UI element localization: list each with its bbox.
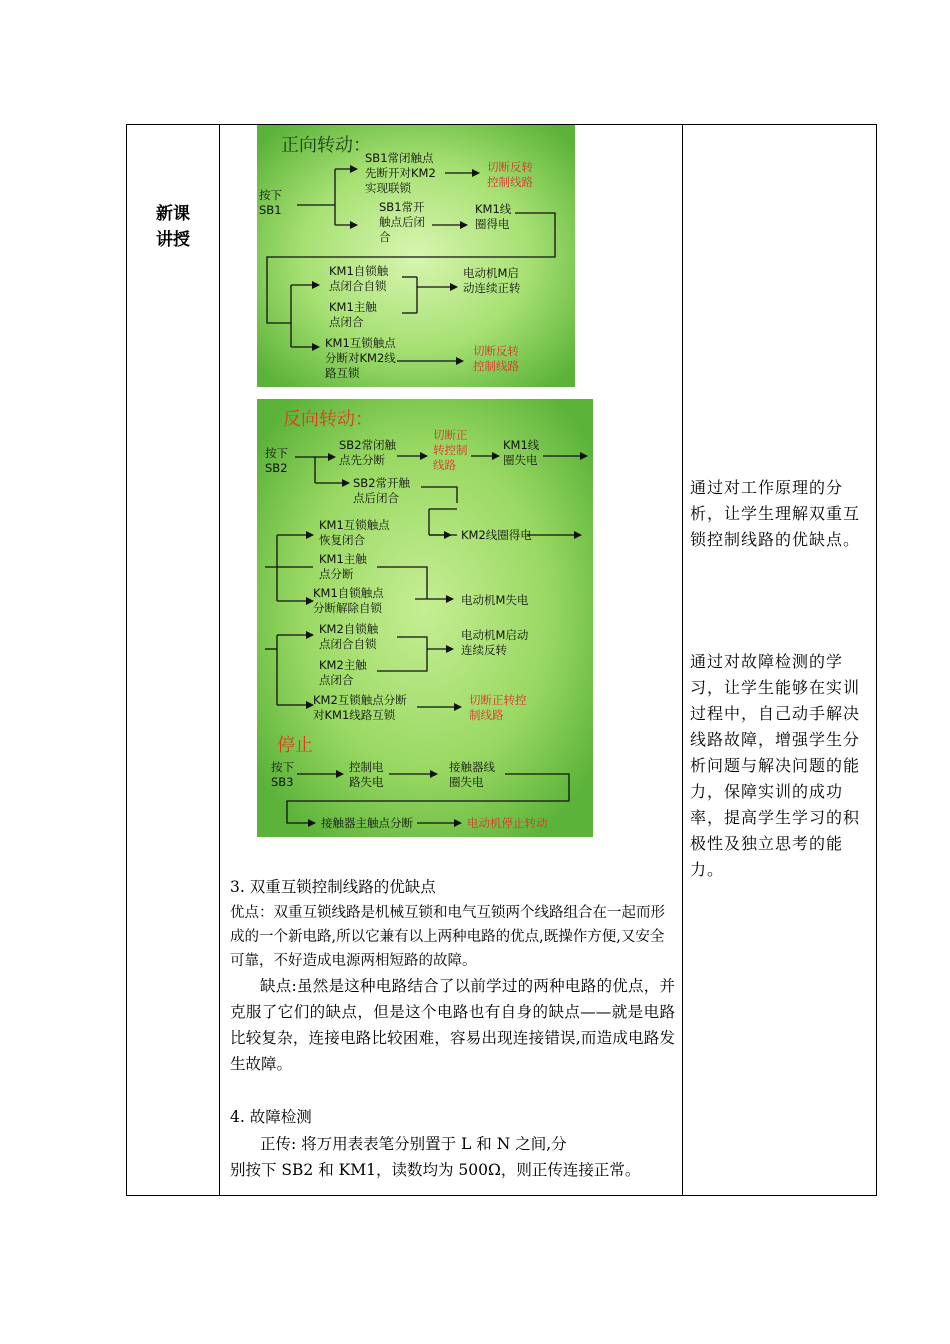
lesson-body-text (230, 873, 675, 1183)
section-4-heading: 4. 故障检测 (230, 1108, 312, 1126)
column-divider (682, 125, 683, 1195)
node-km2-self-lock: KM2自锁触点闭合自锁 (319, 622, 379, 651)
node-motor-off: 电动机M失电 (461, 593, 529, 607)
section-label (127, 201, 219, 253)
node-cut-forward: 切断正转控制线路 (433, 428, 468, 472)
section-3-heading: 3. 双重互锁控制线路的优缺点 (230, 878, 436, 896)
diagram-title: 反向转动： (283, 409, 373, 430)
node-press-sb1: 按下 SB1 (259, 188, 282, 217)
node-cut-reverse: 切断反转控制线路 (487, 160, 533, 189)
objective-paragraph-1: 通过对工作原理的分析，让学生理解双重互锁控制线路的优缺点。 (690, 478, 861, 549)
node-contactor-off: 接触器线圈失电 (449, 760, 495, 789)
node-motor-stop: 电动机停止转动 (467, 816, 548, 830)
stop-title: 停止 (277, 735, 313, 756)
forward-rotation-flowchart (257, 125, 575, 387)
node-cut-reverse-2: 切断反转控制线路 (473, 344, 519, 373)
node-km1-self-off: KM1自锁触点分断解除自锁 (313, 586, 384, 615)
node-press-sb2: 按下 SB2 (265, 446, 288, 475)
reverse-rotation-diagram (257, 399, 593, 837)
node-km1-coil-off: KM1线圈失电 (503, 438, 540, 467)
disadvantage-paragraph: 缺点:虽然是这种电路结合了以前学过的两种电路的优点，并克服了它们的缺点，但是这个电路也有自身的缺点——就是电路比较复杂，连接电路比较困难，容易出现连接错误,而造成电路发生故障。 (230, 977, 675, 1073)
node-sb2-no: SB2常开触点后闭合 (353, 476, 411, 505)
node-km2-interlock: KM2互锁触点分断对KM1线路互锁 (313, 693, 407, 722)
node-ctrl-off: 控制电路失电 (349, 760, 384, 789)
node-press-sb3: 按下 SB3 (271, 760, 294, 789)
node-km1-interlock-restore: KM1互锁触点恢复闭合 (319, 518, 390, 547)
lesson-table (126, 124, 877, 1196)
section-label-line: 讲授 (156, 230, 190, 250)
node-km1-interlock: KM1互锁触点分断对KM2线路互锁 (325, 336, 396, 380)
node-sb1-nc: SB1常闭触点先断开对KM2 实现联锁 (365, 151, 436, 195)
column-divider (219, 125, 220, 1195)
section-label-line: 新课 (156, 204, 190, 224)
advantage-paragraph: 优点：双重互锁线路是机械互锁和电气互锁两个线路组合在一起而形成的一个新电路,所以它兼有以上两种电路的优点,既操作方便,又安全可靠，不好造成电源两相短路的故障。 (230, 905, 665, 969)
fault-detect-line-1: 正传: 将万用表表笔分别置于 L 和 N 之间,分 (260, 1135, 567, 1153)
node-motor-reverse: 电动机M启动连续反转 (461, 628, 529, 657)
node-motor-start: 电动机M启动连续正转 (463, 266, 521, 295)
node-km1-main: KM1主触点闭合 (329, 300, 377, 329)
node-km1-self-lock: KM1自锁触点闭合自锁 (329, 264, 389, 293)
node-km2-coil: KM2线圈得电 (461, 528, 532, 542)
node-cut-forward-2: 切断正转控制线路 (469, 693, 527, 722)
objective-paragraph-2: 通过对故障检测的学习，让学生能够在实训过程中，自己动手解决线路故障，增强学生分析问题与解决问题的能力，保障实训的成功率，提高学生学习的积极性及独立思考的能力。 (690, 652, 861, 879)
node-km1-coil: KM1线圈得电 (475, 202, 512, 231)
node-km1-main-off: KM1主触点分断 (319, 552, 367, 581)
reverse-rotation-flowchart (257, 399, 593, 837)
node-km2-main: KM2主触点闭合 (319, 658, 367, 687)
node-sb2-nc: SB2常闭触点先分断 (339, 438, 397, 467)
node-sb1-no: SB1常开触点后闭合 (379, 200, 425, 244)
node-main-contacts-off: 接触器主触点分断 (321, 816, 413, 830)
forward-rotation-diagram (257, 125, 575, 387)
diagram-title: 正向转动： (281, 135, 371, 156)
fault-detect-line-2: 别按下 SB2 和 KM1，读数均为 500Ω，则正传连接正常。 (230, 1161, 641, 1179)
